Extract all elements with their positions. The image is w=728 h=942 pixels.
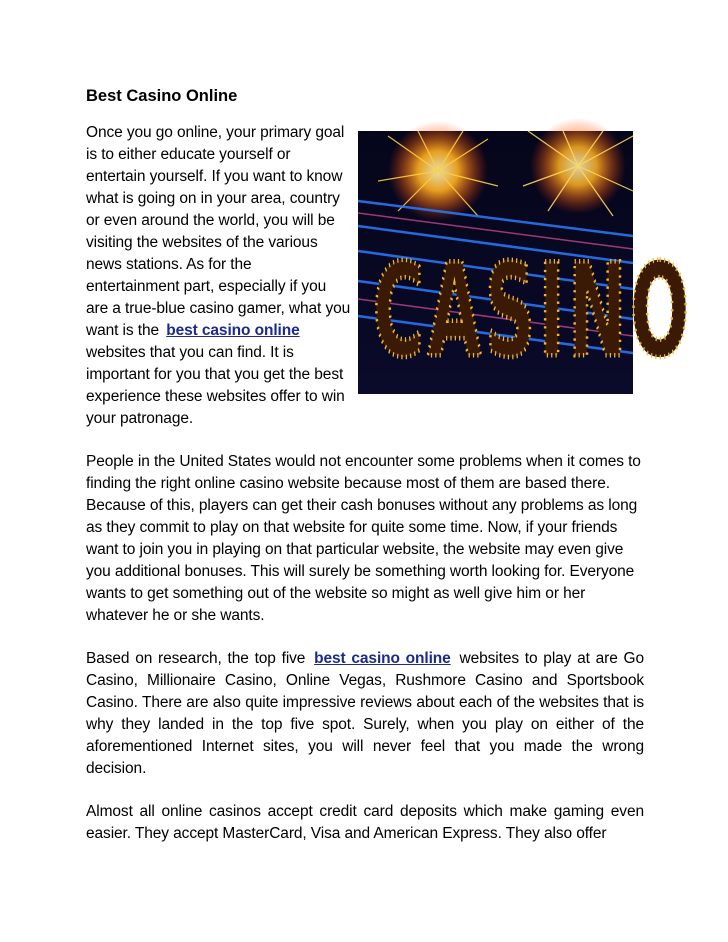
paragraph-top-five — [86, 648, 644, 780]
intro-line: websites that you can find. It is — [86, 344, 294, 361]
intro-line: experience these websites offer to win — [86, 388, 345, 405]
paragraph-credit-cards: Almost all online casinos accept credit card deposits which make gaming even easier. They accept MasterCard, Visa and American Express. They also offer — [86, 803, 644, 842]
intro-line: or even around the world, you will be — [86, 212, 335, 229]
intro-line: your patronage. — [86, 410, 194, 427]
top-five-text-before: Based on research, the top five — [86, 650, 306, 667]
paragraph-intro — [86, 122, 358, 430]
intro-line: is to either educate yourself or — [86, 146, 291, 163]
intro-line: important for you that you get the best — [86, 366, 344, 383]
intro-line: entertainment part, especially if you — [86, 278, 327, 295]
page-title: Best Casino Online — [86, 87, 238, 105]
best-casino-online-link-2[interactable]: best casino online — [314, 650, 451, 667]
paragraph-united-states: People in the United States would not encounter some problems when it comes to finding the right online casino website because most of them are based there. Because of this, players can get their cash bonuses without any problems as long as they commit to play on that website for quite some time. Now, if your friends want to join you in playing on that particular website, the website may even give you additional bonuses. This will surely be something worth looking for. Everyone wants to get something out of the website so might as well give him or her whatever he or she wants. — [86, 453, 641, 624]
top-five-text-after: websites to play at are Go Casino, Millionaire Casino, Online Vegas, Rushmore Casino and Sportsbook Casino. There are also quite impressive reviews about each of the websites that is why they landed in the top five spot. Surely, when you play on either of the aforementioned Internet sites, you will never feel that you made the wrong decision. — [86, 650, 644, 777]
intro-line: visiting the websites of the various — [86, 234, 318, 251]
document-body — [86, 86, 644, 866]
intro-line: are a true-blue casino gamer, what you — [86, 300, 351, 317]
intro-line: Once you go online, your primary goal — [86, 124, 345, 141]
intro-line: what is going on in your area, country — [86, 190, 340, 207]
intro-line: want is the — [86, 322, 159, 339]
best-casino-online-link[interactable]: best casino online — [166, 322, 300, 339]
sign-text: CASINO — [372, 236, 693, 387]
intro-line: news stations. As for the — [86, 256, 252, 273]
intro-line-with-link — [86, 320, 358, 342]
intro-line: entertain yourself. If you want to know — [86, 168, 343, 185]
